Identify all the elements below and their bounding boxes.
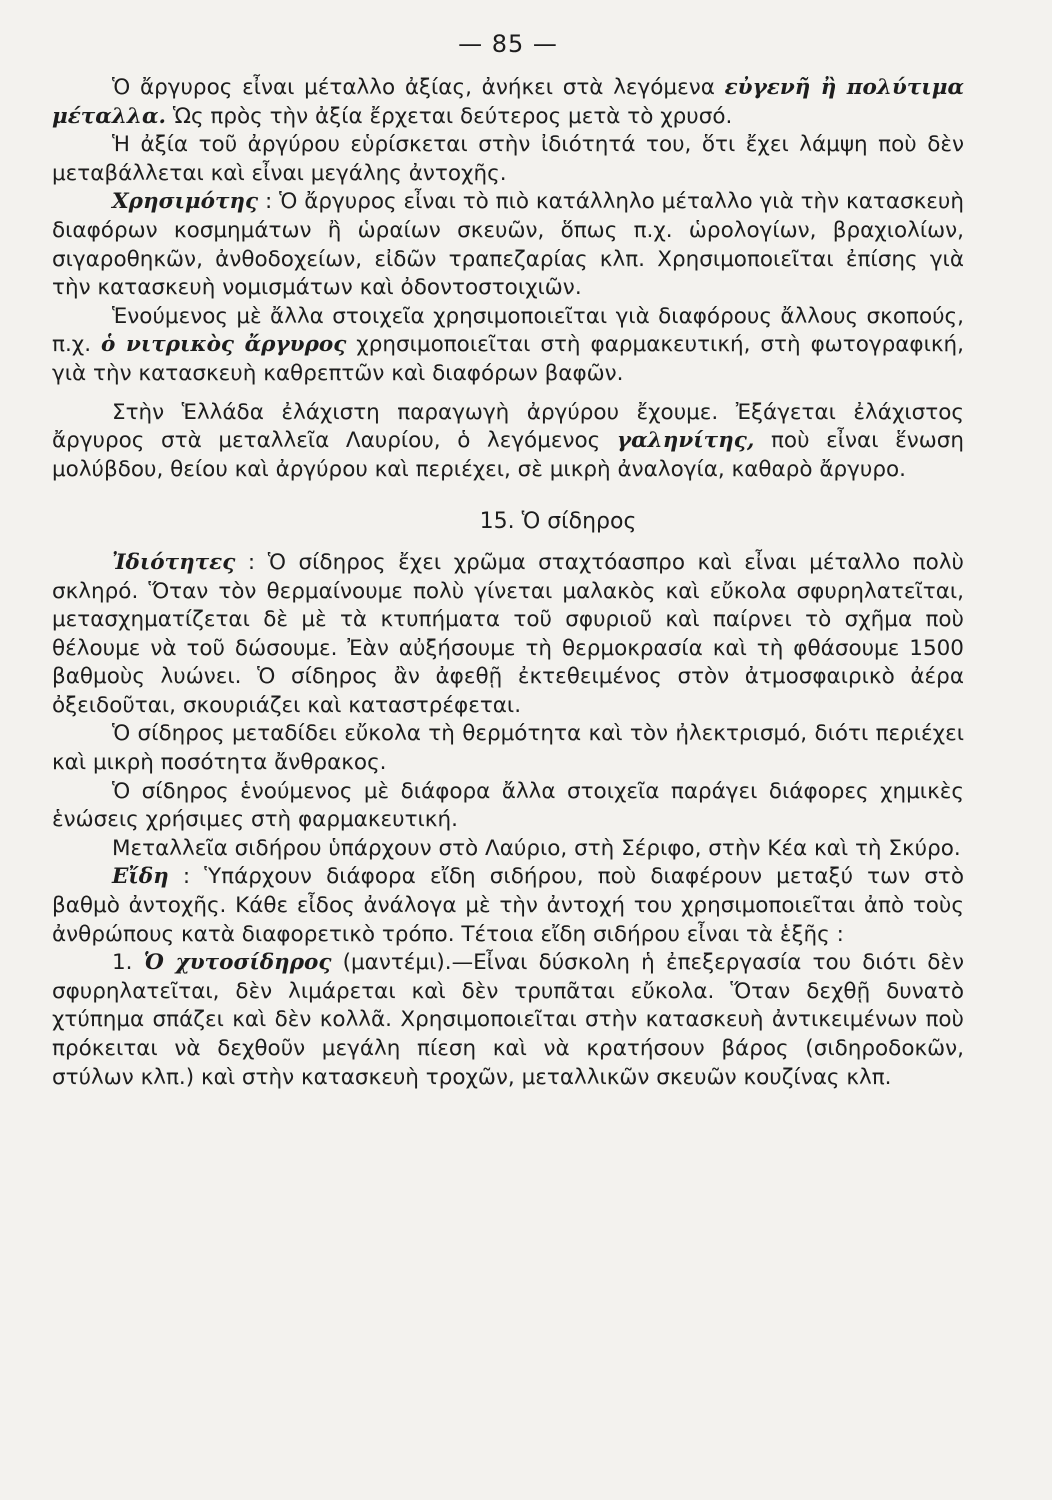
section-title: 15. Ὁ σίδηρος (479, 509, 637, 535)
paragraph-iron-mines: Μεταλλεῖα σιδήρου ὑπάρχουν στὸ Λαύριο, στὴ Σέριφο, στὴν Κέα καὶ τὴ Σκύρο. (112, 835, 961, 861)
paragraph-text: Ὁ ἄργυρος εἶναι μέταλλο ἀξίας, ἀνήκει στὰ λεγόμενα (112, 75, 725, 100)
paragraph-text: ποὺ εἶναι ἕνωση μολύβδου, θείου καὶ ἀργύρου καὶ περιέχει, σὲ μικρὴ ἀναλογία, καθαρὸ ἄργυρο. (52, 428, 964, 482)
paragraph-iron-types (52, 863, 964, 949)
emphasized-term: γαληνίτης, (616, 428, 755, 454)
emphasized-label: Ἰδιότητες (112, 549, 236, 575)
list-number: 1. (112, 950, 144, 976)
paragraph-silver-greece (52, 399, 964, 485)
paragraph-silver-value (52, 74, 964, 131)
paragraph-iron-properties (52, 549, 964, 721)
paragraph-text: χρησιμοποιεῖται στὴ φαρμακευτική, στὴ φωτογραφική, γιὰ τὴν κατασκευὴ καθρεπτῶν καὶ διαφόρων βαφῶν. (52, 332, 965, 386)
paragraph-text: : Ὁ ἄργυρος εἶναι τὸ πιὸ κατάλληλο μέταλλο γιὰ τὴν κατασκευὴ διαφόρων κοσμημάτων ἢ ὡραίων σκευῶν, ὅπως π.χ. ὡρολογίων, βραχιολίων, σιγαροθηκῶν, ἀνθοδοχείων, εἰδῶν τραπεζαρίας κλπ. Χρησιμοποιεῖται ἐπίσης γιὰ τὴν κατασκευὴ νομισμάτων καὶ ὀδοντοστοιχιῶν. (52, 189, 964, 301)
paragraph-silver-compounds (52, 303, 964, 389)
paragraph-text: : Ὁ σίδηρος ἔχει χρῶμα σταχτόασπρο καὶ εἶναι μέταλλο πολὺ σκληρό. Ὅταν τὸν θερμαίνουμε πολὺ γίνεται μαλακὸς καὶ εὔκολα σφυρηλατεῖται, μετασχηματίζεται δὲ μὲ τὰ κτυπήματα τοῦ σφυριοῦ καὶ παίρνει τὸ σχῆμα ποὺ θέλουμε νὰ τοῦ δώσουμε. Ἐὰν αὐξήσουμε τὴ θερμοκρασία καὶ τὴ φθάσουμε 1500 βαθμοὺς λυώνει. Ὁ σίδηρος ἂν ἀφεθῇ ἐκτεθειμένος στὸν ἀτμοσφαιρικὸ ἀέρα ὀξειδοῦται, σκουριάζει καὶ καταστρέφεται. (52, 549, 964, 718)
paragraph-text: Στὴν Ἑλλάδα ἐλάχιστη παραγωγὴ ἀργύρου ἔχουμε. Ἐξάγεται ἐλάχιστος ἄργυρος στὰ μεταλλεῖα Λαυρίου, ὁ λεγόμενος (52, 399, 964, 454)
emphasized-term: ὁ νιτρικὸς ἄργυρος (101, 332, 347, 358)
paragraph-text: Ὡς πρὸς τὴν ἀξία ἔρχεται δεύτερος μετὰ τὸ χρυσό. (166, 103, 733, 129)
emphasized-label: Εἴδη (112, 864, 169, 890)
paragraph-iron-conduction: Ὁ σίδηρος μεταδίδει εὔκολα τὴ θερμότητα καὶ τὸν ἠλεκτρισμό, διότι περιέχει καὶ μικρὴ ποσότητα ἄνθρακος. (52, 721, 964, 776)
page-body (52, 74, 964, 1092)
page-number: — 85 — (458, 30, 558, 58)
paragraph-silver-uses (52, 188, 964, 302)
paragraph-text: Ἑνούμενος μὲ ἄλλα στοιχεῖα χρησιμοποιεῖται γιὰ διαφόρους ἄλλους σκοπούς, π.χ. (52, 303, 964, 358)
paragraph-cast-iron (52, 949, 964, 1092)
emphasized-term: εὐγενῆ ἢ πολύτιμα μέταλλα. (52, 75, 964, 129)
paragraph-text: (μαντέμι).—Εἶναι δύσκολη ἡ ἐπεξεργασία του διότι δὲν σφυρηλατεῖται, δὲν λιμάρεται καὶ δὲν τρυπᾶται εὔκολα. Ὅταν δεχθῇ δυνατὸ χτύπημα σπάζει καὶ δὲν κολλᾶ. Χρησιμοποιεῖται στὴν κατασκευὴ ἀντικειμένων ποὺ πρόκειται νὰ δεχθοῦν μεγάλη πίεση καὶ νὰ κρατήσουν βάρος (σιδηροδοκῶν, στύλων κλπ.) καὶ στὴν κατασκευὴ τροχῶν, μεταλλικῶν σκευῶν κουζίνας κλπ. (52, 950, 964, 1090)
paragraph-silver-shine: Ἡ ἀξία τοῦ ἀργύρου εὑρίσκεται στὴν ἰδιότητά του, ὅτι ἔχει λάμψη ποὺ δὲν μεταβάλλεται καὶ εἶναι μεγάλης ἀντοχῆς. (52, 132, 964, 186)
paragraph-text: : Ὑπάρχουν διάφορα εἴδη σιδήρου, ποὺ διαφέρουν μεταξύ των στὸ βαθμὸ ἀντοχῆς. Κάθε εἶδος ἀνάλογα μὲ τὴν ἀντοχή του χρησιμοποιεῖται ἀπὸ τοὺς ἀνθρώπους κατὰ διαφορετικὸ τρόπο. Τέτοια εἴδη σιδήρου εἶναι τὰ ἑξῆς : (52, 864, 964, 947)
emphasized-label: Χρησιμότης (112, 189, 259, 215)
emphasized-term: Ὁ χυτοσίδηρος (143, 950, 332, 976)
paragraph-iron-compounds: Ὁ σίδηρος ἑνούμενος μὲ διάφορα ἄλλα στοιχεῖα παράγει διάφορες χημικὲς ἑνώσεις χρήσιμες στὴ φαρμακευτική. (52, 778, 964, 833)
